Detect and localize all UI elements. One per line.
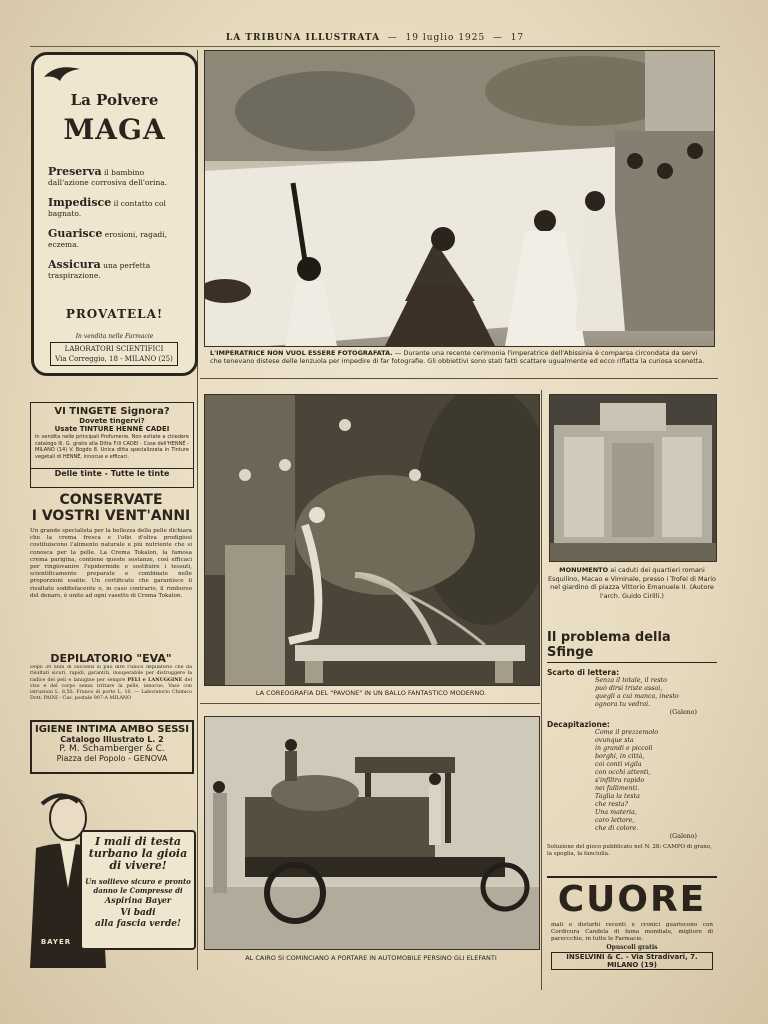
caption-cairo: AL CAIRO SI COMINCIANO A PORTARE IN AUTOMOBILE PERSINO GLI ELEFANTI (245, 954, 497, 962)
verse-line: coi conti vigila (595, 761, 642, 768)
sfinge-s2-verses (547, 729, 717, 833)
depilatorio-title: DEPILATORIO "EVA" (50, 652, 172, 665)
verse-line: ovunque sta (595, 737, 634, 744)
conservate-body: Un grande specialista per la bellezza della pelle dichiara che la crema fresca e l'olio d'oliva prodigiosi costituiscono l'alimento naturale e più nutriente che si conosca per la pelle. La Crema Tokalon, la famosa crema parigina, contiene queste sostanze, così efficaci per ringiovanire l'epidermide e sostituire i tessuti, scientificamente preparate e combinate nelle proporzioni esatte. Un certificato che garantisce il risultato soddisfacente o, in caso contrario, il rimborso del denaro, è unito ad ogni vasetto di Crema Tokalon. (30, 528, 192, 599)
maga-title-big: MAGA (63, 113, 166, 146)
maga-benefit-line (48, 260, 183, 281)
verse-line: borghi, in città, (595, 753, 645, 760)
photo-peacock-ballet (204, 394, 540, 686)
verse-line: Una materia, (595, 809, 637, 816)
photo-monument-illustration (550, 395, 716, 561)
maga-benefit-verb: Guarisce (48, 227, 103, 240)
conservate-title-2: I VOSTRI VENT'ANNI (31, 508, 191, 524)
verse-line: Come il prezzemolo (595, 729, 659, 736)
verse-line: Senza il totale, il resto (595, 677, 667, 684)
maga-benefit-verb: Impedisce (48, 196, 112, 209)
page-header: LA TRIBUNA ILLUSTRATA — 19 luglio 1925 — 17 (30, 33, 720, 47)
cuore-title: CUORE (557, 879, 707, 920)
aspirina-line7: Vi badi (120, 908, 156, 918)
verse-line: caro lettore, (595, 817, 635, 824)
bayer-logo-text: BAYER (40, 938, 72, 946)
photo-monument (549, 394, 717, 562)
ad-igiene (30, 720, 194, 774)
maga-benefit-text: il bambino dall'azione corrosiva dell'orina. (48, 168, 168, 187)
photo-empress-ceremony (204, 50, 715, 347)
maga-vendita: In vendita nelle Farmacie (75, 333, 154, 340)
column-rule-right (541, 390, 542, 990)
verse-line: ognora tu vedrai. (595, 701, 651, 708)
ad-conservate (30, 492, 192, 644)
cuore-opuscoli: Opuscoli gratis (606, 944, 658, 951)
maga-benefit-line (48, 198, 183, 219)
ad-cuore (547, 876, 717, 978)
photo-cairo-illustration (205, 717, 539, 949)
depilatorio-body: Dopo 30 anni di successi si può dire l'unico depilatorio che dà risultati sicuri, rapidi, garantiti, insuperabile per distruggere la radice dei peli e lanugine per sempre (30, 665, 192, 683)
sfinge-s2-author: (Galeno) (669, 833, 697, 840)
maga-cta: PROVATELA! (65, 307, 164, 321)
verse-line: s'infiltra rapido (595, 777, 645, 784)
caption-monument-body: ai caduti dei quartieri romani Esquilino, Macao e Viminale, presso i Trofei di Mario nel giardino di piazza Vittorio Emanuele II. (Autore l'arch. Guido Cirilli.) (548, 566, 716, 600)
maga-benefit-text: il contatto col bagnato. (48, 199, 166, 218)
verse-line: con occhi attenti, (595, 769, 651, 776)
publication-name: LA TRIBUNA ILLUSTRATA (225, 33, 381, 43)
page-number: 17 (510, 33, 525, 43)
igiene-address: Piazza del Popolo - GENOVA (56, 754, 168, 763)
sfinge-s1-author: (Galeno) (669, 709, 697, 716)
caption-empress-title: L'IMPERATRICE NON VUOL ESSERE FOTOGRAFATA. (210, 349, 393, 357)
tingete-title: VI TINGETE Signora? (54, 406, 170, 417)
ad-maga (31, 52, 198, 376)
verse-line: Taglia la testa (595, 793, 640, 800)
depilatorio-body2: del viso e del corpo senza irritare la pelle, innocuo. Vaso con istruzioni L. 8,50. Franco di porto L. 10. — Laboratorio Chimico Dott. PAINI - Cas. postale 907-A MILANO (30, 678, 192, 701)
tingete-sub2: Usate TINTURE HENNÉ CADEI (54, 425, 170, 433)
maga-benefit-text: erosioni, ragadi, eczema. (48, 230, 167, 249)
igiene-catalog: Catalogo Illustrato L. 2 (60, 735, 164, 744)
sfinge-section (547, 630, 717, 870)
igiene-company: P. M. Schamberger & C. (59, 744, 165, 754)
depilatorio-text (30, 665, 192, 714)
maga-address: Via Correggio, 18 - MILANO (25) (55, 355, 173, 363)
verse-line: in grandi e piccoli (595, 745, 653, 752)
swallow-logo-icon (42, 59, 82, 85)
photo-peacock-illustration (205, 395, 539, 685)
maga-benefit-verb: Preserva (48, 165, 102, 178)
rule-under-top-photo (200, 378, 718, 379)
depilatorio-highlight: PELI e LANUGGINE (127, 677, 183, 683)
aspirina-line3: di vivere! (109, 859, 167, 872)
verse-line: che di colore. (595, 825, 639, 832)
caption-monument-title: MONUMENTO (559, 566, 609, 574)
tingete-body: in vendita nelle principali Profumerie. Non esitate a chiedere catalogo Ill. G. gratis alla Ditta F.lli CADEI - Cose dell'HENNÉ - MILANO (14) V. Bogdo 8. Unica ditta specializzata in Tinture vegetali di HENNÉ, innocue e efficaci. (35, 434, 189, 460)
maga-benefit-line (48, 229, 183, 250)
caption-monument (548, 566, 716, 600)
caption-peacock: LA COREOGRAFIA DEL "PAVONE" IN UN BALLO FANTASTICO MODERNO. (255, 689, 487, 697)
verse-line: che resta? (595, 801, 628, 808)
aspirina-line1: I mali di testa (94, 835, 182, 848)
verse-line: quegli a cui manca, inesto (595, 693, 679, 700)
conservate-title-1: CONSERVATE (59, 492, 163, 508)
maga-lab-box (50, 342, 178, 366)
tingete-tagline: Delle tinte - Tutte le tinte (31, 468, 193, 478)
sfinge-solution: Soluzione del gioco pubblicato nel N. 28: CAMPO di grano, la spoglia, la fanciulla. (547, 844, 712, 857)
rule-under-mid-photo (200, 703, 540, 704)
tingete-sub1: Dovete tingervi? (79, 417, 145, 425)
aspirina-line8: alla fascia verde! (95, 919, 181, 929)
photo-empress-illustration (205, 51, 714, 346)
ad-tingete (30, 402, 194, 488)
photo-cairo-automobile (204, 716, 540, 950)
maga-benefit-verb: Assicura (48, 258, 101, 271)
aspirina-line4: Un sollievo sicuro e pronto (85, 877, 191, 886)
sfinge-s1-verses (547, 677, 717, 709)
aspirina-line2: turbano la gioia (88, 847, 188, 860)
caption-empress-body: — Durante una recente cerimonia l'imperatrice dell'Abissinia è comparsa circondata da servi che tenevano distese delle lenzuola per impedire di far fotografie. Gli obbiettivi sono stati fatti scattare ugualmente ed ecco riflatta la curiosa scenetta. (210, 349, 705, 365)
verse-line: nei fallimenti. (595, 785, 640, 792)
maga-benefit-line (48, 167, 183, 188)
cuore-body: mali e disturbi recenti e cronici guariscono con Cordicura Candela di fama mondiale, migliore di pareccchie, in tutte le Farmacie. (551, 922, 713, 942)
maga-benefit-text: una perfetta traspirazione. (48, 261, 151, 280)
igiene-title: IGIENE INTIMA AMBO SESSI (35, 724, 189, 735)
aspirina-line6: Aspirina Bayer (104, 895, 172, 905)
sfinge-title: Il problema della Sfinge (547, 630, 717, 663)
aspirina-line5: danno le Compresse di (93, 886, 183, 895)
aspirina-text-box (80, 830, 196, 950)
verse-line: può dirsi triste assai, (595, 685, 663, 692)
maga-benefits (48, 167, 183, 291)
sfinge-s2-head: Decapitazione: (547, 720, 610, 729)
cuore-address: INSELVINI & C. - Via Stradivari, 7. MILANO (19) (551, 952, 713, 970)
sfinge-s1-head: Scarto di lettera: (547, 668, 620, 677)
maga-lab: LABORATORI SCIENTIFICI (64, 345, 164, 353)
ad-depilatorio (30, 652, 192, 714)
bayer-cross-logo (36, 924, 76, 964)
ad-aspirina (30, 778, 192, 968)
issue-date: 19 luglio 1925 (405, 33, 486, 43)
maga-title-small: La Polvere (70, 91, 159, 109)
caption-empress (210, 349, 710, 365)
